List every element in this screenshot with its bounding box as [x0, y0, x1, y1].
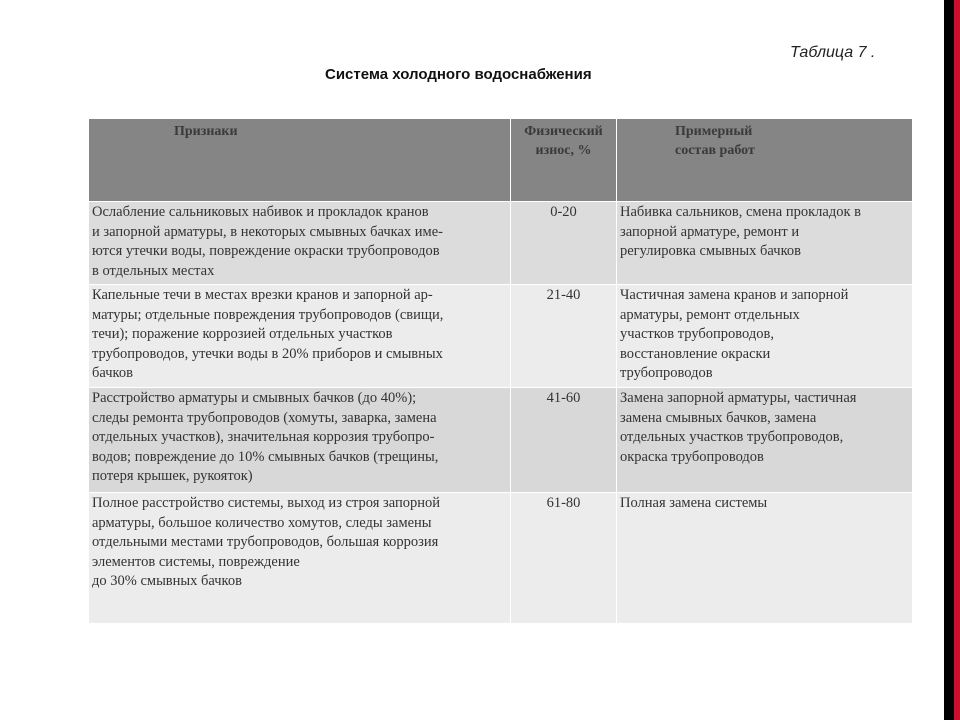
- wear-table: [88, 118, 913, 624]
- cell-wear: 41-60: [511, 388, 617, 493]
- cell-works: Полная замена системы: [617, 493, 913, 624]
- cell-signs: Капельные течи в местах врезки кранов и запорной ар- матуры; отдельные повреждения трубопроводов (свищи, течи); поражение коррозией отдельных участков трубопроводов, утечки воды в 20% приборов и смывных бачков: [89, 285, 511, 388]
- cell-works: Набивка сальников, смена прокладок в запорной арматуре, ремонт и регулировка смывных бачков: [617, 202, 913, 285]
- slide-title: Система холодного водоснабжения: [325, 66, 592, 83]
- table-row: [89, 202, 913, 285]
- table-row: [89, 285, 913, 388]
- header-works: Примерный состав работ: [617, 119, 913, 202]
- table-row: [89, 493, 913, 624]
- cell-wear: 0-20: [511, 202, 617, 285]
- cell-wear: 21-40: [511, 285, 617, 388]
- cell-signs: Расстройство арматуры и смывных бачков (до 40%); следы ремонта трубопроводов (хомуты, заварка, замена отдельных участков), значительная коррозия трубопро- водов; повреждение до 10% смывных бачков (трещины, потеря крышек, рукояток): [89, 388, 511, 493]
- decorative-black-bar: [944, 0, 954, 720]
- table-row: [89, 388, 913, 493]
- decorative-red-bar: [954, 0, 960, 720]
- cell-wear: 61-80: [511, 493, 617, 624]
- table-caption: Таблица 7 .: [790, 44, 876, 61]
- header-wear: Физический износ, %: [511, 119, 617, 202]
- header-signs: Признаки: [89, 119, 511, 202]
- table-header-row: [89, 119, 913, 202]
- cell-works: Частичная замена кранов и запорной арматуры, ремонт отдельных участков трубопроводов, восстановление окраски трубопроводов: [617, 285, 913, 388]
- cell-works: Замена запорной арматуры, частичная замена смывных бачков, замена отдельных участков трубопроводов, окраска трубопроводов: [617, 388, 913, 493]
- cell-signs: Полное расстройство системы, выход из строя запорной арматуры, большое количество хомутов, следы замены отдельными местами трубопроводов, большая коррозия элементов системы, повреждение до 30% смывных бачков: [89, 493, 511, 624]
- cell-signs: Ослабление сальниковых набивок и прокладок кранов и запорной арматуры, в некоторых смывных бачках име- ются утечки воды, повреждение окраски трубопроводов в отдельных местах: [89, 202, 511, 285]
